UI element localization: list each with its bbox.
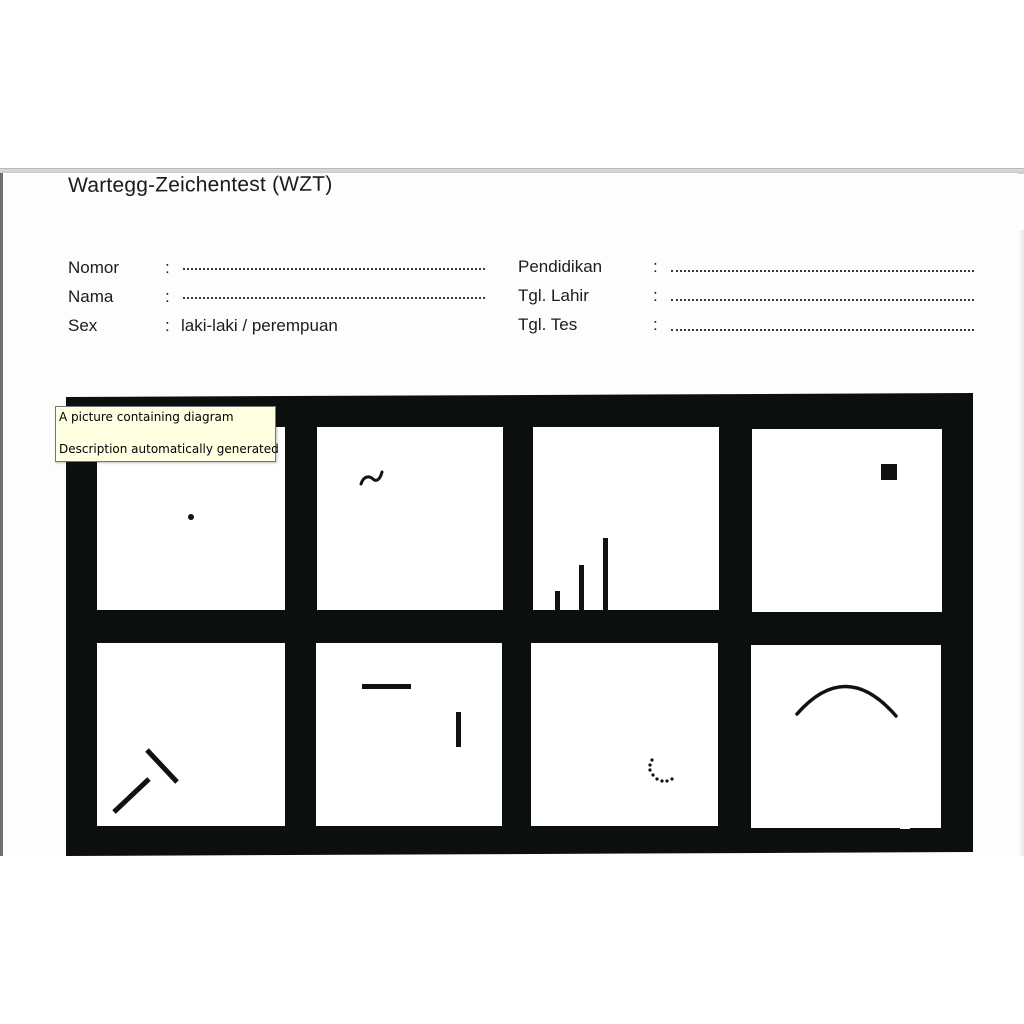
- tooltip-line-2: Description automatically generated: [59, 442, 279, 456]
- stimulus-line-a: [147, 750, 177, 782]
- stimulus-three-bars: [555, 538, 608, 610]
- stimulus-bar-medium: [579, 565, 584, 610]
- stimulus-horizontal-line: [362, 684, 411, 689]
- field-colon: :: [165, 258, 170, 277]
- tooltip-line-1: A picture containing diagram: [59, 410, 234, 424]
- field-label-pendidikan: Pendidikan: [518, 257, 603, 276]
- field-colon: :: [653, 315, 658, 334]
- stimulus-two-lines: [362, 684, 461, 747]
- stimulus-black-square: [881, 464, 897, 480]
- stimulus-dot: [188, 514, 194, 520]
- field-label-tgl-lahir: Tgl. Lahir: [518, 286, 589, 305]
- scan-artifact: [900, 825, 910, 829]
- field-label-nama: Nama: [68, 287, 114, 306]
- document-title: Wartegg-Zeichentest (WZT): [68, 172, 333, 197]
- field-colon: :: [165, 287, 170, 306]
- stimulus-vertical-line: [456, 712, 461, 747]
- field-label-tgl-tes: Tgl. Tes: [518, 315, 578, 334]
- stimulus-line-b: [114, 779, 149, 812]
- stimulus-bar-tall: [603, 538, 608, 610]
- stimulus-large-arc: [797, 686, 896, 716]
- field-colon: :: [653, 286, 658, 305]
- field-colon: :: [653, 257, 658, 276]
- stimulus-wavy-line: [361, 472, 382, 484]
- stimulus-bar-short: [555, 591, 560, 610]
- field-value-sex: laki-laki / perempuan: [181, 316, 338, 335]
- field-label-sex: Sex: [68, 316, 98, 335]
- alt-text-tooltip: [55, 406, 279, 462]
- field-colon: :: [165, 316, 170, 335]
- stimulus-dotted-arc: [648, 758, 673, 782]
- stimulus-crossing-lines: [114, 750, 177, 812]
- field-label-nomor: Nomor: [68, 258, 120, 277]
